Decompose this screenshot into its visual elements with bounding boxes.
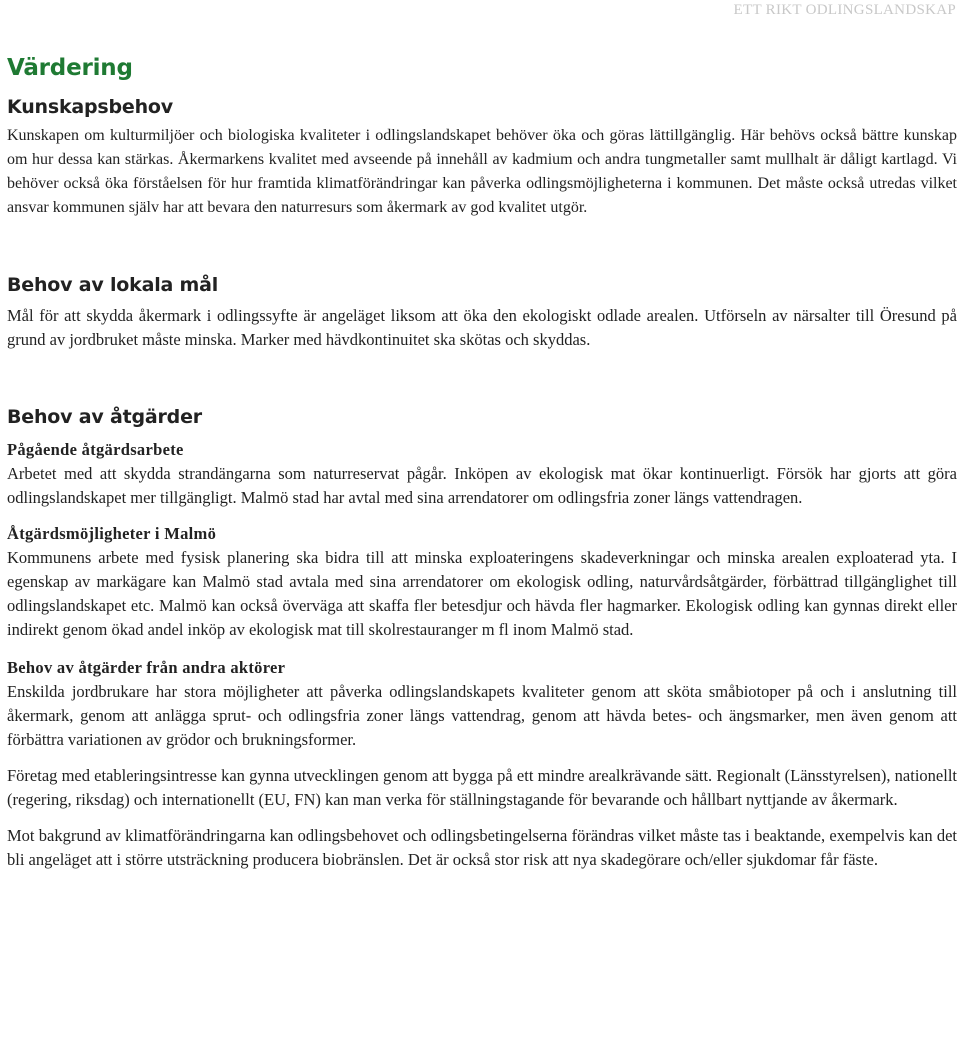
paragraph-andra-aktorer-2: Företag med etableringsintresse kan gynna utvecklingen genom att bygga på ett mindre arealkrävande sätt. Regionalt (Länsstyrelsen), nationellt (regering, riksdag) och internationellt (EU, FN) kan man verka för ställningstagande för bevarande och hållbart nyttjande av åkermark. xyxy=(7,766,957,809)
heading-atgarder: Behov av åtgärder xyxy=(7,406,202,428)
paragraph-andra-aktorer-3: Mot bakgrund av klimatförändringarna kan odlingsbehovet och odlingsbetingelserna förändras vilket måste tas i beaktande, exempelvis kan det bli angeläget att i större utsträckning producera biobränslen. Det är också stor risk att nya skadegörare och/eller sjukdomar får fäste. xyxy=(7,826,957,869)
page-title: Värdering xyxy=(7,55,133,81)
heading-kunskapsbehov: Kunskapsbehov xyxy=(7,96,173,118)
subheading-andra-aktorer: Behov av åtgärder från andra aktörer xyxy=(7,658,286,677)
subheading-pagaende: Pågående åtgärdsarbete xyxy=(7,440,184,459)
paragraph-kunskapsbehov: Kunskapen om kulturmiljöer och biologiska kvaliteter i odlingslandskapet behöver öka och göras lättillgänglig. Här behövs också bättre kunskap om hur dessa kan stärkas. Åkermarkens kvalitet med avseende på innehåll av kadmium och andra tungmetaller samt mullhalt är dåligt kartlagd. Vi behöver också öka förståelsen för hur framtida klimatförändringar kan påverka odlingsmöjligheterna i kommunen. Det måste också utredas vilket ansvar kommunen själv har att bevara den naturresurs som åkermark av god kvalitet utgör. xyxy=(7,127,957,216)
subheading-mojligheter: Åtgärdsmöjligheter i Malmö xyxy=(7,524,217,543)
paragraph-andra-aktorer-1: Enskilda jordbrukare har stora möjligheter att påverka odlingslandskapets kvaliteter genom att sköta småbiotoper på och i anslutning till åkermark, genom att anlägga sprut- och odlingsfria zoner längs vattendrag, genom att hävda betes- och ängsmarker, men även genom att förbättra variationen av grödor och brukningsformer. xyxy=(7,682,957,749)
heading-lokala-mal: Behov av lokala mål xyxy=(7,274,219,296)
document-page xyxy=(7,52,957,872)
paragraph-mojligheter: Kommunens arbete med fysisk planering ska bidra till att minska exploateringens skadeverkningar och minska arealen exploaterad yta. I egenskap av markägare kan Malmö stad avtala med sina arrendatorer om ekologisk odling, naturvårdsåtgärder, förbättrad tillgänglighet till odlingslandskapet etc. Malmö kan också överväga att skaffa fler betesdjur och hävda fler hagmarker. Ekologisk odling kan gynnas direkt eller indirekt genom ökad andel inköp av ekologisk mat till skolrestauranger m fl inom Malmö stad. xyxy=(7,548,957,639)
paragraph-pagaende: Arbetet med att skydda strandängarna som naturreservat pågår. Inköpen av ekologisk mat ökar kontinuerligt. Försök har gjorts att göra odlingslandskapet mer tillgängligt. Malmö stad har avtal med sina arrendatorer om odlingsfria zoner längs vattendragen. xyxy=(7,464,957,507)
paragraph-lokala-mal: Mål för att skydda åkermark i odlingssyfte är angeläget liksom att öka den ekologiskt odlade arealen. Utförseln av närsalter till Öresund på grund av jordbruket måste minska. Marker med hävdkontinuitet ska skötas och skyddas. xyxy=(7,306,957,349)
running-header: ETT RIKT ODLINGSLANDSKAP xyxy=(733,2,956,18)
